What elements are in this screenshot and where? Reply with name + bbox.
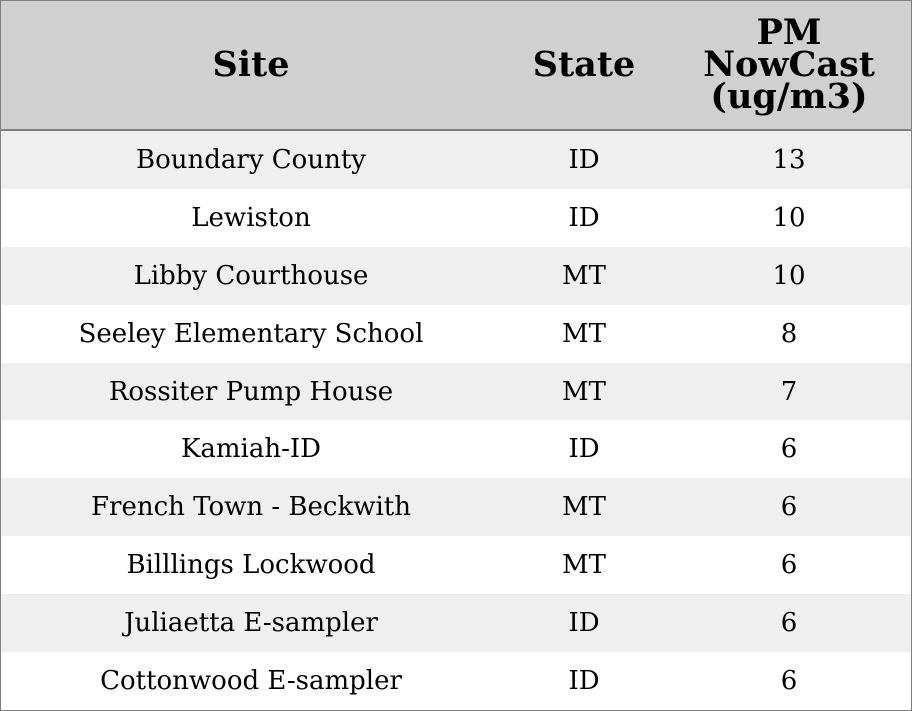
site-cell: Kamiah-ID [180, 434, 322, 465]
table-row [1, 305, 911, 363]
site-cell: Juliaetta E-sampler [124, 608, 378, 639]
table-row [1, 131, 911, 189]
table-row [1, 189, 911, 247]
state-cell: MT [562, 376, 606, 407]
table-row [1, 363, 911, 421]
table-row [1, 536, 911, 594]
pm-value-cell: 6 [780, 608, 798, 639]
state-cell: ID [568, 202, 600, 233]
site-cell: Cottonwood E-sampler [100, 666, 402, 697]
site-cell: French Town - Beckwith [90, 492, 412, 523]
state-cell: ID [568, 144, 600, 175]
header-pm-nowcast: PM NowCast (ug/m3) [703, 12, 875, 117]
table-row [1, 421, 911, 479]
site-cell: Libby Courthouse [133, 260, 369, 291]
table-row [1, 594, 911, 652]
state-cell: MT [562, 318, 606, 349]
state-cell: MT [562, 550, 606, 581]
header-site: Site [212, 44, 290, 85]
table-row [1, 247, 911, 305]
pm-value-cell: 7 [780, 376, 798, 407]
site-cell: Billlings Lockwood [126, 550, 376, 581]
site-cell: Boundary County [136, 144, 366, 175]
pm-value-cell: 8 [780, 318, 798, 349]
pm-value-cell: 6 [780, 434, 798, 465]
table-body [1, 131, 911, 710]
state-cell: ID [568, 608, 600, 639]
state-cell: MT [562, 492, 606, 523]
pm-value-cell: 6 [780, 492, 798, 523]
pm-value-cell: 6 [780, 666, 798, 697]
state-cell: ID [568, 666, 600, 697]
site-cell: Rossiter Pump House [108, 376, 394, 407]
state-cell: MT [562, 260, 606, 291]
table-row [1, 652, 911, 710]
table-header-row [1, 1, 911, 131]
pm-value-cell: 13 [772, 144, 806, 175]
site-cell: Seeley Elementary School [78, 318, 424, 349]
site-cell: Lewiston [191, 202, 311, 233]
pm-value-cell: 6 [780, 550, 798, 581]
header-state: State [532, 44, 636, 85]
pm-value-cell: 10 [772, 202, 806, 233]
state-cell: ID [568, 434, 600, 465]
table-row [1, 478, 911, 536]
pm-value-cell: 10 [772, 260, 806, 291]
